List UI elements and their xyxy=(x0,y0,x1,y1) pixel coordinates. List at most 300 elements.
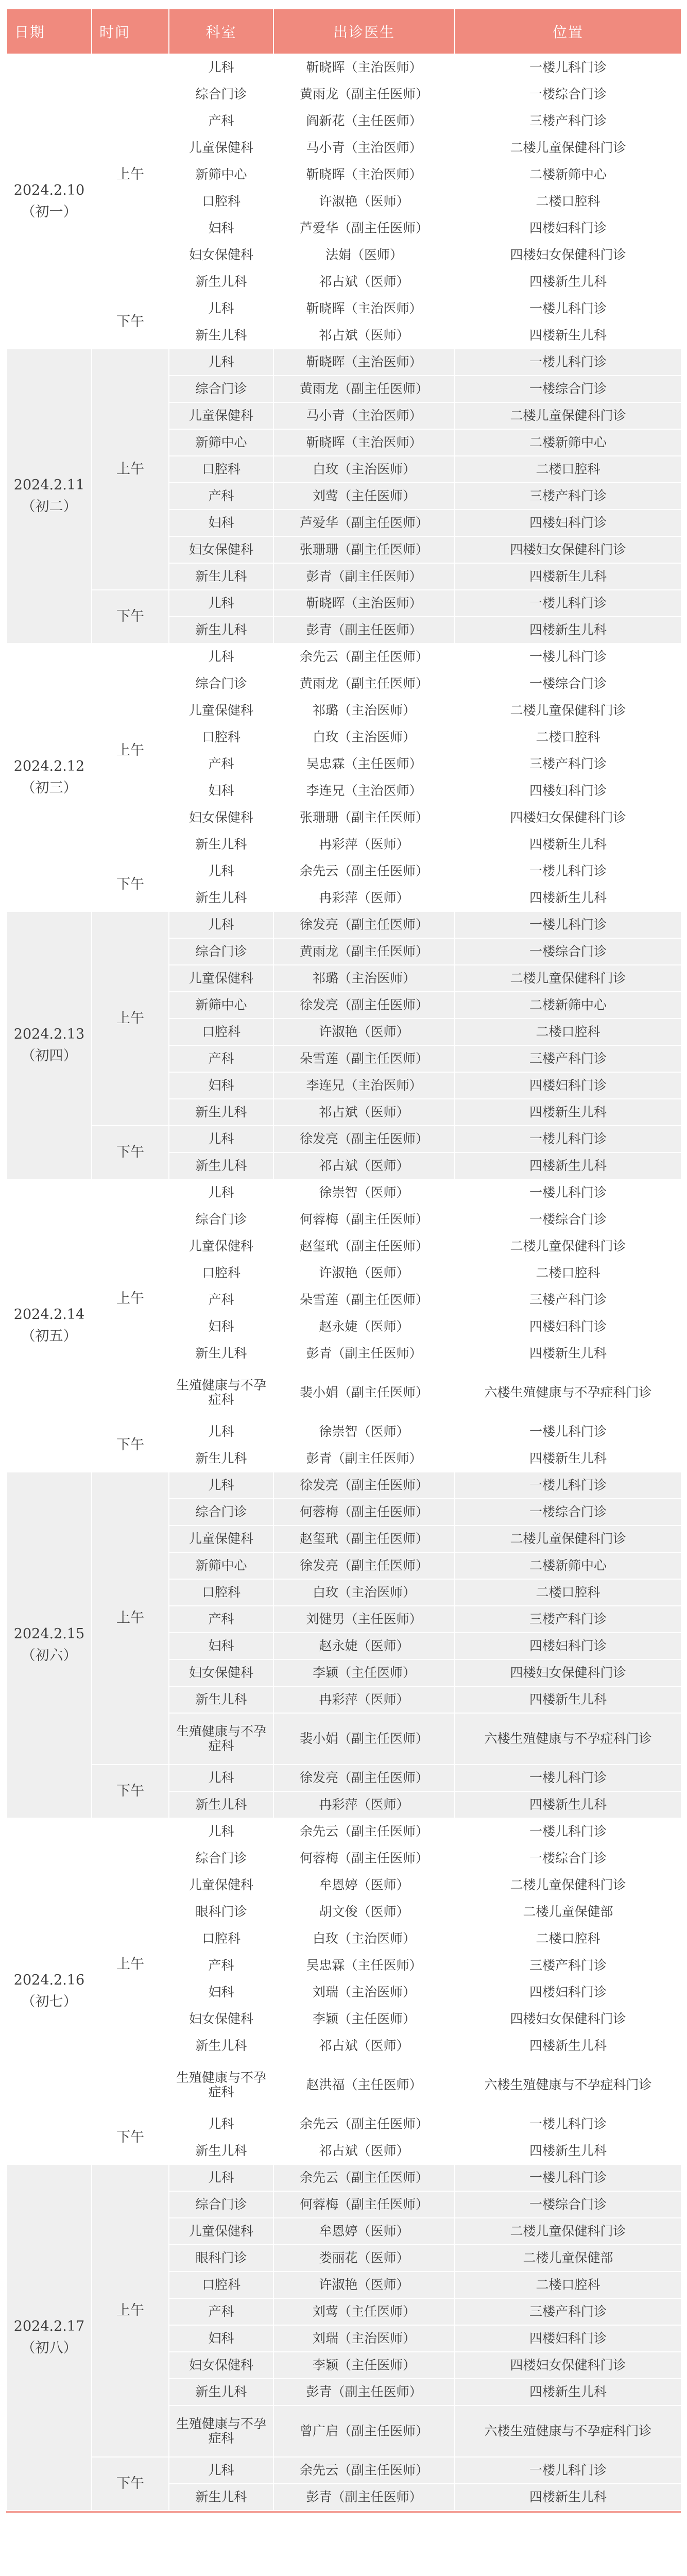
doctor-cell: 白玫（主治医师） xyxy=(273,1925,455,1952)
location-cell: 四楼新生儿科 xyxy=(455,2484,681,2511)
table-row xyxy=(7,1179,681,1206)
location-cell: 一楼综合门诊 xyxy=(455,1206,681,1233)
day-group xyxy=(7,911,681,1179)
session-cell: 上午 xyxy=(92,54,169,295)
table-row xyxy=(7,1418,681,1445)
date-cell xyxy=(7,1818,92,2164)
table-header xyxy=(7,9,681,54)
doctor-cell: 余先云（副主任医师） xyxy=(273,2111,455,2138)
dept-cell: 儿科 xyxy=(169,2164,273,2191)
location-cell: 四楼新生儿科 xyxy=(455,617,681,643)
header-dept: 科室 xyxy=(169,9,273,54)
dept-cell: 儿童保健科 xyxy=(169,697,273,724)
table-row xyxy=(7,2111,681,2138)
location-cell: 四楼妇科门诊 xyxy=(455,1072,681,1099)
dept-cell: 产科 xyxy=(169,1952,273,1979)
dept-cell: 妇女保健科 xyxy=(169,242,273,268)
doctor-cell: 祁占斌（医师） xyxy=(273,2138,455,2164)
table-row xyxy=(7,1472,681,1499)
dept-cell: 儿童保健科 xyxy=(169,965,273,992)
doctor-cell: 祁璐（主治医师） xyxy=(273,965,455,992)
dept-cell: 儿科 xyxy=(169,590,273,617)
dept-cell: 综合门诊 xyxy=(169,2191,273,2218)
date-cell xyxy=(7,911,92,1179)
dept-cell: 儿童保健科 xyxy=(169,1872,273,1899)
session-cell: 下午 xyxy=(92,1418,169,1472)
session-cell: 上午 xyxy=(92,2164,169,2457)
doctor-cell: 吴忠霖（主任医师） xyxy=(273,751,455,777)
dept-cell: 新生儿科 xyxy=(169,563,273,590)
dept-cell: 妇女保健科 xyxy=(169,536,273,563)
dept-cell: 新生儿科 xyxy=(169,268,273,295)
doctor-cell: 余先云（副主任医师） xyxy=(273,1818,455,1845)
location-cell: 二楼新筛中心 xyxy=(455,992,681,1019)
doctor-cell: 牟恩婷（医师） xyxy=(273,2218,455,2245)
dept-cell: 产科 xyxy=(169,108,273,134)
location-cell: 一楼综合门诊 xyxy=(455,1499,681,1526)
doctor-cell: 白玫（主治医师） xyxy=(273,456,455,483)
doctor-cell: 彭青（副主任医师） xyxy=(273,2379,455,2405)
doctor-cell: 靳晓晖（主治医师） xyxy=(273,161,455,188)
location-cell: 六楼生殖健康与不孕症科门诊 xyxy=(455,2059,681,2111)
dept-cell: 儿科 xyxy=(169,911,273,938)
dept-cell: 生殖健康与不孕症科 xyxy=(169,1367,273,1418)
dept-cell: 儿科 xyxy=(169,2457,273,2484)
dept-cell: 妇科 xyxy=(169,1313,273,1340)
dept-cell: 儿科 xyxy=(169,2111,273,2138)
table-row xyxy=(7,1765,681,1791)
clinic-schedule-table xyxy=(6,8,682,2511)
date-text: 2024.2.15 xyxy=(13,1626,85,1642)
doctor-cell: 刘健男（主任医师） xyxy=(273,1606,455,1633)
dept-cell: 妇女保健科 xyxy=(169,1659,273,1686)
doctor-cell: 余先云（副主任医师） xyxy=(273,643,455,670)
dept-cell: 生殖健康与不孕症科 xyxy=(169,1713,273,1765)
location-cell: 四楼妇科门诊 xyxy=(455,2325,681,2352)
location-cell: 四楼新生儿科 xyxy=(455,1099,681,1126)
dept-cell: 综合门诊 xyxy=(169,1206,273,1233)
location-cell: 二楼儿童保健科门诊 xyxy=(455,1233,681,1260)
dept-cell: 新生儿科 xyxy=(169,1791,273,1818)
session-cell: 上午 xyxy=(92,911,169,1126)
doctor-cell: 徐发亮（副主任医师） xyxy=(273,1126,455,1153)
location-cell: 四楼新生儿科 xyxy=(455,563,681,590)
table-row xyxy=(7,349,681,376)
table-row xyxy=(7,911,681,938)
location-cell: 二楼口腔科 xyxy=(455,188,681,215)
location-cell: 四楼妇科门诊 xyxy=(455,510,681,536)
location-cell: 一楼儿科门诊 xyxy=(455,2457,681,2484)
date-cell xyxy=(7,2164,92,2511)
location-cell: 六楼生殖健康与不孕症科门诊 xyxy=(455,1713,681,1765)
location-cell: 四楼新生儿科 xyxy=(455,2379,681,2405)
doctor-cell: 祁占斌（医师） xyxy=(273,1153,455,1179)
dept-cell: 综合门诊 xyxy=(169,1845,273,1872)
location-cell: 一楼儿科门诊 xyxy=(455,2111,681,2138)
dept-cell: 儿科 xyxy=(169,54,273,81)
doctor-cell: 何蓉梅（副主任医师） xyxy=(273,1499,455,1526)
location-cell: 一楼综合门诊 xyxy=(455,2191,681,2218)
dept-cell: 眼科门诊 xyxy=(169,2245,273,2272)
day-group xyxy=(7,643,681,911)
location-cell: 一楼儿科门诊 xyxy=(455,1126,681,1153)
lunar-date-text: （初一） xyxy=(21,204,77,220)
dept-cell: 综合门诊 xyxy=(169,938,273,965)
dept-cell: 儿科 xyxy=(169,295,273,322)
lunar-date-text: （初六） xyxy=(21,1648,77,1664)
dept-cell: 儿科 xyxy=(169,1126,273,1153)
doctor-cell: 彭青（副主任医师） xyxy=(273,1445,455,1472)
location-cell: 四楼妇女保健科门诊 xyxy=(455,2352,681,2379)
doctor-cell: 娄丽花（医师） xyxy=(273,2245,455,2272)
day-group xyxy=(7,349,681,643)
dept-cell: 产科 xyxy=(169,751,273,777)
dept-cell: 综合门诊 xyxy=(169,81,273,108)
doctor-cell: 刘莺（主任医师） xyxy=(273,2298,455,2325)
dept-cell: 口腔科 xyxy=(169,188,273,215)
session-cell: 下午 xyxy=(92,858,169,911)
location-cell: 三楼产科门诊 xyxy=(455,751,681,777)
lunar-date-text: （初四） xyxy=(21,1048,77,1064)
dept-cell: 口腔科 xyxy=(169,1260,273,1286)
location-cell: 二楼儿童保健科门诊 xyxy=(455,1872,681,1899)
location-cell: 四楼新生儿科 xyxy=(455,2032,681,2059)
date-text: 2024.2.17 xyxy=(13,2318,85,2334)
location-cell: 六楼生殖健康与不孕症科门诊 xyxy=(455,1367,681,1418)
doctor-cell: 徐发亮（副主任医师） xyxy=(273,992,455,1019)
table-row xyxy=(7,590,681,617)
date-cell xyxy=(7,1472,92,1818)
dept-cell: 新生儿科 xyxy=(169,617,273,643)
location-cell: 四楼新生儿科 xyxy=(455,831,681,858)
dept-cell: 儿童保健科 xyxy=(169,1526,273,1552)
table-row xyxy=(7,858,681,885)
dept-cell: 妇科 xyxy=(169,777,273,804)
header-row xyxy=(7,9,681,54)
doctor-cell: 法娟（医师） xyxy=(273,242,455,268)
session-cell: 上午 xyxy=(92,1472,169,1765)
doctor-cell: 徐发亮（副主任医师） xyxy=(273,1472,455,1499)
day-group xyxy=(7,1472,681,1818)
doctor-cell: 余先云（副主任医师） xyxy=(273,2457,455,2484)
dept-cell: 新生儿科 xyxy=(169,2484,273,2511)
location-cell: 四楼新生儿科 xyxy=(455,1686,681,1713)
doctor-cell: 彭青（副主任医师） xyxy=(273,617,455,643)
dept-cell: 妇科 xyxy=(169,1979,273,2006)
session-cell: 上午 xyxy=(92,643,169,858)
dept-cell: 综合门诊 xyxy=(169,670,273,697)
dept-cell: 儿科 xyxy=(169,1765,273,1791)
lunar-date-text: （初八） xyxy=(21,2340,77,2356)
dept-cell: 产科 xyxy=(169,2298,273,2325)
location-cell: 三楼产科门诊 xyxy=(455,2298,681,2325)
doctor-cell: 黄雨龙（副主任医师） xyxy=(273,670,455,697)
location-cell: 二楼新筛中心 xyxy=(455,161,681,188)
doctor-cell: 李颖（主任医师） xyxy=(273,2006,455,2032)
dept-cell: 口腔科 xyxy=(169,1019,273,1045)
header-time: 时间 xyxy=(92,9,169,54)
dept-cell: 新生儿科 xyxy=(169,322,273,349)
doctor-cell: 何蓉梅（副主任医师） xyxy=(273,1206,455,1233)
location-cell: 四楼妇女保健科门诊 xyxy=(455,804,681,831)
dept-cell: 儿科 xyxy=(169,643,273,670)
doctor-cell: 白玫（主治医师） xyxy=(273,1579,455,1606)
location-cell: 四楼妇女保健科门诊 xyxy=(455,242,681,268)
doctor-cell: 张珊珊（副主任医师） xyxy=(273,804,455,831)
location-cell: 四楼新生儿科 xyxy=(455,1791,681,1818)
doctor-cell: 阎新花（主任医师） xyxy=(273,108,455,134)
location-cell: 一楼儿科门诊 xyxy=(455,54,681,81)
lunar-date-text: （初二） xyxy=(21,499,77,515)
table-row xyxy=(7,643,681,670)
location-cell: 二楼儿童保健科门诊 xyxy=(455,697,681,724)
location-cell: 二楼口腔科 xyxy=(455,1925,681,1952)
dept-cell: 儿科 xyxy=(169,349,273,376)
location-cell: 四楼新生儿科 xyxy=(455,322,681,349)
dept-cell: 生殖健康与不孕症科 xyxy=(169,2405,273,2457)
doctor-cell: 许淑艳（医师） xyxy=(273,1260,455,1286)
location-cell: 二楼口腔科 xyxy=(455,724,681,751)
date-cell xyxy=(7,1179,92,1472)
doctor-cell: 靳晓晖（主治医师） xyxy=(273,590,455,617)
location-cell: 二楼口腔科 xyxy=(455,456,681,483)
location-cell: 四楼新生儿科 xyxy=(455,1153,681,1179)
location-cell: 一楼儿科门诊 xyxy=(455,1818,681,1845)
location-cell: 二楼口腔科 xyxy=(455,1019,681,1045)
doctor-cell: 彭青（副主任医师） xyxy=(273,563,455,590)
location-cell: 一楼儿科门诊 xyxy=(455,643,681,670)
dept-cell: 综合门诊 xyxy=(169,1499,273,1526)
location-cell: 一楼综合门诊 xyxy=(455,938,681,965)
dept-cell: 眼科门诊 xyxy=(169,1899,273,1925)
location-cell: 六楼生殖健康与不孕症科门诊 xyxy=(455,2405,681,2457)
day-group xyxy=(7,1179,681,1472)
session-cell: 下午 xyxy=(92,2457,169,2511)
location-cell: 三楼产科门诊 xyxy=(455,1045,681,1072)
doctor-cell: 许淑艳（医师） xyxy=(273,2272,455,2298)
doctor-cell: 冉彩萍（医师） xyxy=(273,885,455,911)
dept-cell: 口腔科 xyxy=(169,724,273,751)
doctor-cell: 芦爱华（副主任医师） xyxy=(273,510,455,536)
location-cell: 一楼儿科门诊 xyxy=(455,349,681,376)
dept-cell: 产科 xyxy=(169,1045,273,1072)
date-text: 2024.2.11 xyxy=(13,477,85,493)
dept-cell: 儿科 xyxy=(169,1179,273,1206)
dept-cell: 新生儿科 xyxy=(169,1099,273,1126)
dept-cell: 儿童保健科 xyxy=(169,134,273,161)
doctor-cell: 冉彩萍（医师） xyxy=(273,831,455,858)
doctor-cell: 许淑艳（医师） xyxy=(273,1019,455,1045)
location-cell: 一楼综合门诊 xyxy=(455,670,681,697)
location-cell: 四楼新生儿科 xyxy=(455,2138,681,2164)
location-cell: 二楼新筛中心 xyxy=(455,429,681,456)
dept-cell: 儿童保健科 xyxy=(169,1233,273,1260)
header-location: 位置 xyxy=(455,9,681,54)
doctor-cell: 李颖（主任医师） xyxy=(273,1659,455,1686)
doctor-cell: 白玫（主治医师） xyxy=(273,724,455,751)
dept-cell: 产科 xyxy=(169,1286,273,1313)
doctor-cell: 徐发亮（副主任医师） xyxy=(273,1552,455,1579)
location-cell: 四楼新生儿科 xyxy=(455,885,681,911)
location-cell: 四楼妇科门诊 xyxy=(455,1633,681,1659)
doctor-cell: 马小青（主治医师） xyxy=(273,402,455,429)
table-row xyxy=(7,2457,681,2484)
doctor-cell: 李连兄（主治医师） xyxy=(273,777,455,804)
location-cell: 四楼妇科门诊 xyxy=(455,1979,681,2006)
doctor-cell: 李颖（主任医师） xyxy=(273,2352,455,2379)
doctor-cell: 赵洪福（主任医师） xyxy=(273,2059,455,2111)
location-cell: 一楼儿科门诊 xyxy=(455,1418,681,1445)
doctor-cell: 朵雪莲（副主任医师） xyxy=(273,1045,455,1072)
doctor-cell: 祁占斌（医师） xyxy=(273,2032,455,2059)
dept-cell: 儿童保健科 xyxy=(169,2218,273,2245)
doctor-cell: 吴忠霖（主任医师） xyxy=(273,1952,455,1979)
table-row xyxy=(7,2164,681,2191)
dept-cell: 妇科 xyxy=(169,2325,273,2352)
dept-cell: 儿童保健科 xyxy=(169,402,273,429)
doctor-cell: 许淑艳（医师） xyxy=(273,188,455,215)
location-cell: 二楼儿童保健科门诊 xyxy=(455,1526,681,1552)
date-text: 2024.2.16 xyxy=(13,1972,85,1988)
dept-cell: 妇科 xyxy=(169,1633,273,1659)
location-cell: 三楼产科门诊 xyxy=(455,1606,681,1633)
doctor-cell: 靳晓晖（主治医师） xyxy=(273,295,455,322)
doctor-cell: 何蓉梅（副主任医师） xyxy=(273,2191,455,2218)
session-cell: 上午 xyxy=(92,1818,169,2111)
table-row xyxy=(7,1818,681,1845)
location-cell: 一楼儿科门诊 xyxy=(455,295,681,322)
session-cell: 下午 xyxy=(92,295,169,349)
doctor-cell: 刘瑞（主治医师） xyxy=(273,2325,455,2352)
session-cell: 下午 xyxy=(92,1765,169,1818)
location-cell: 四楼新生儿科 xyxy=(455,1340,681,1367)
dept-cell: 妇女保健科 xyxy=(169,804,273,831)
location-cell: 一楼儿科门诊 xyxy=(455,1179,681,1206)
doctor-cell: 裴小娟（副主任医师） xyxy=(273,1367,455,1418)
table-row xyxy=(7,295,681,322)
location-cell: 四楼新生儿科 xyxy=(455,1445,681,1472)
dept-cell: 生殖健康与不孕症科 xyxy=(169,2059,273,2111)
dept-cell: 产科 xyxy=(169,483,273,510)
session-cell: 上午 xyxy=(92,1179,169,1418)
header-date: 日期 xyxy=(7,9,92,54)
doctor-cell: 靳晓晖（主治医师） xyxy=(273,349,455,376)
doctor-cell: 马小青（主治医师） xyxy=(273,134,455,161)
dept-cell: 儿科 xyxy=(169,1418,273,1445)
doctor-cell: 黄雨龙（副主任医师） xyxy=(273,376,455,402)
doctor-cell: 李连兄（主治医师） xyxy=(273,1072,455,1099)
dept-cell: 儿科 xyxy=(169,858,273,885)
dept-cell: 新生儿科 xyxy=(169,2032,273,2059)
table-row xyxy=(7,1126,681,1153)
day-group xyxy=(7,2164,681,2511)
doctor-cell: 黄雨龙（副主任医师） xyxy=(273,81,455,108)
dept-cell: 妇科 xyxy=(169,510,273,536)
doctor-cell: 刘莺（主任医师） xyxy=(273,483,455,510)
location-cell: 三楼产科门诊 xyxy=(455,108,681,134)
dept-cell: 新生儿科 xyxy=(169,885,273,911)
location-cell: 二楼儿童保健部 xyxy=(455,2245,681,2272)
location-cell: 三楼产科门诊 xyxy=(455,1286,681,1313)
dept-cell: 产科 xyxy=(169,1606,273,1633)
doctor-cell: 祁占斌（医师） xyxy=(273,322,455,349)
doctor-cell: 徐发亮（副主任医师） xyxy=(273,1765,455,1791)
doctor-cell: 余先云（副主任医师） xyxy=(273,858,455,885)
doctor-cell: 冉彩萍（医师） xyxy=(273,1791,455,1818)
doctor-cell: 裴小娟（副主任医师） xyxy=(273,1713,455,1765)
location-cell: 二楼口腔科 xyxy=(455,2272,681,2298)
doctor-cell: 胡文俊（医师） xyxy=(273,1899,455,1925)
dept-cell: 妇女保健科 xyxy=(169,2006,273,2032)
location-cell: 一楼儿科门诊 xyxy=(455,1765,681,1791)
dept-cell: 儿科 xyxy=(169,1472,273,1499)
header-doctor: 出诊医生 xyxy=(273,9,455,54)
doctor-cell: 赵玺玳（副主任医师） xyxy=(273,1233,455,1260)
location-cell: 四楼妇女保健科门诊 xyxy=(455,2006,681,2032)
date-cell xyxy=(7,54,92,349)
date-text: 2024.2.13 xyxy=(13,1026,85,1042)
doctor-cell: 徐崇智（医师） xyxy=(273,1418,455,1445)
day-group xyxy=(7,54,681,349)
dept-cell: 妇女保健科 xyxy=(169,2352,273,2379)
session-cell: 下午 xyxy=(92,590,169,643)
date-text: 2024.2.12 xyxy=(13,758,85,774)
location-cell: 一楼儿科门诊 xyxy=(455,858,681,885)
location-cell: 一楼儿科门诊 xyxy=(455,911,681,938)
doctor-cell: 祁占斌（医师） xyxy=(273,268,455,295)
dept-cell: 新筛中心 xyxy=(169,429,273,456)
session-cell: 上午 xyxy=(92,349,169,590)
location-cell: 四楼妇女保健科门诊 xyxy=(455,536,681,563)
location-cell: 二楼儿童保健科门诊 xyxy=(455,2218,681,2245)
location-cell: 二楼口腔科 xyxy=(455,1579,681,1606)
doctor-cell: 祁占斌（医师） xyxy=(273,1099,455,1126)
doctor-cell: 靳晓晖（主治医师） xyxy=(273,429,455,456)
date-text: 2024.2.14 xyxy=(13,1307,85,1323)
location-cell: 二楼儿童保健科门诊 xyxy=(455,134,681,161)
session-cell: 下午 xyxy=(92,2111,169,2164)
dept-cell: 妇科 xyxy=(169,215,273,242)
date-text: 2024.2.10 xyxy=(13,182,85,198)
location-cell: 一楼儿科门诊 xyxy=(455,590,681,617)
doctor-cell: 靳晓晖（主治医师） xyxy=(273,54,455,81)
date-cell xyxy=(7,643,92,911)
doctor-cell: 曾广启（副主任医师） xyxy=(273,2405,455,2457)
doctor-cell: 赵永婕（医师） xyxy=(273,1313,455,1340)
location-cell: 一楼综合门诊 xyxy=(455,81,681,108)
location-cell: 一楼儿科门诊 xyxy=(455,2164,681,2191)
lunar-date-text: （初五） xyxy=(21,1328,77,1344)
doctor-cell: 黄雨龙（副主任医师） xyxy=(273,938,455,965)
location-cell: 三楼产科门诊 xyxy=(455,1952,681,1979)
location-cell: 二楼新筛中心 xyxy=(455,1552,681,1579)
dept-cell: 新筛中心 xyxy=(169,1552,273,1579)
doctor-cell: 赵永婕（医师） xyxy=(273,1633,455,1659)
location-cell: 二楼儿童保健科门诊 xyxy=(455,402,681,429)
location-cell: 二楼口腔科 xyxy=(455,1260,681,1286)
dept-cell: 新生儿科 xyxy=(169,2138,273,2164)
dept-cell: 新生儿科 xyxy=(169,831,273,858)
dept-cell: 口腔科 xyxy=(169,1925,273,1952)
dept-cell: 新生儿科 xyxy=(169,1153,273,1179)
location-cell: 四楼妇女保健科门诊 xyxy=(455,1659,681,1686)
doctor-cell: 彭青（副主任医师） xyxy=(273,2484,455,2511)
session-cell: 下午 xyxy=(92,1126,169,1179)
doctor-cell: 冉彩萍（医师） xyxy=(273,1686,455,1713)
location-cell: 四楼妇科门诊 xyxy=(455,777,681,804)
location-cell: 三楼产科门诊 xyxy=(455,483,681,510)
doctor-cell: 徐发亮（副主任医师） xyxy=(273,911,455,938)
